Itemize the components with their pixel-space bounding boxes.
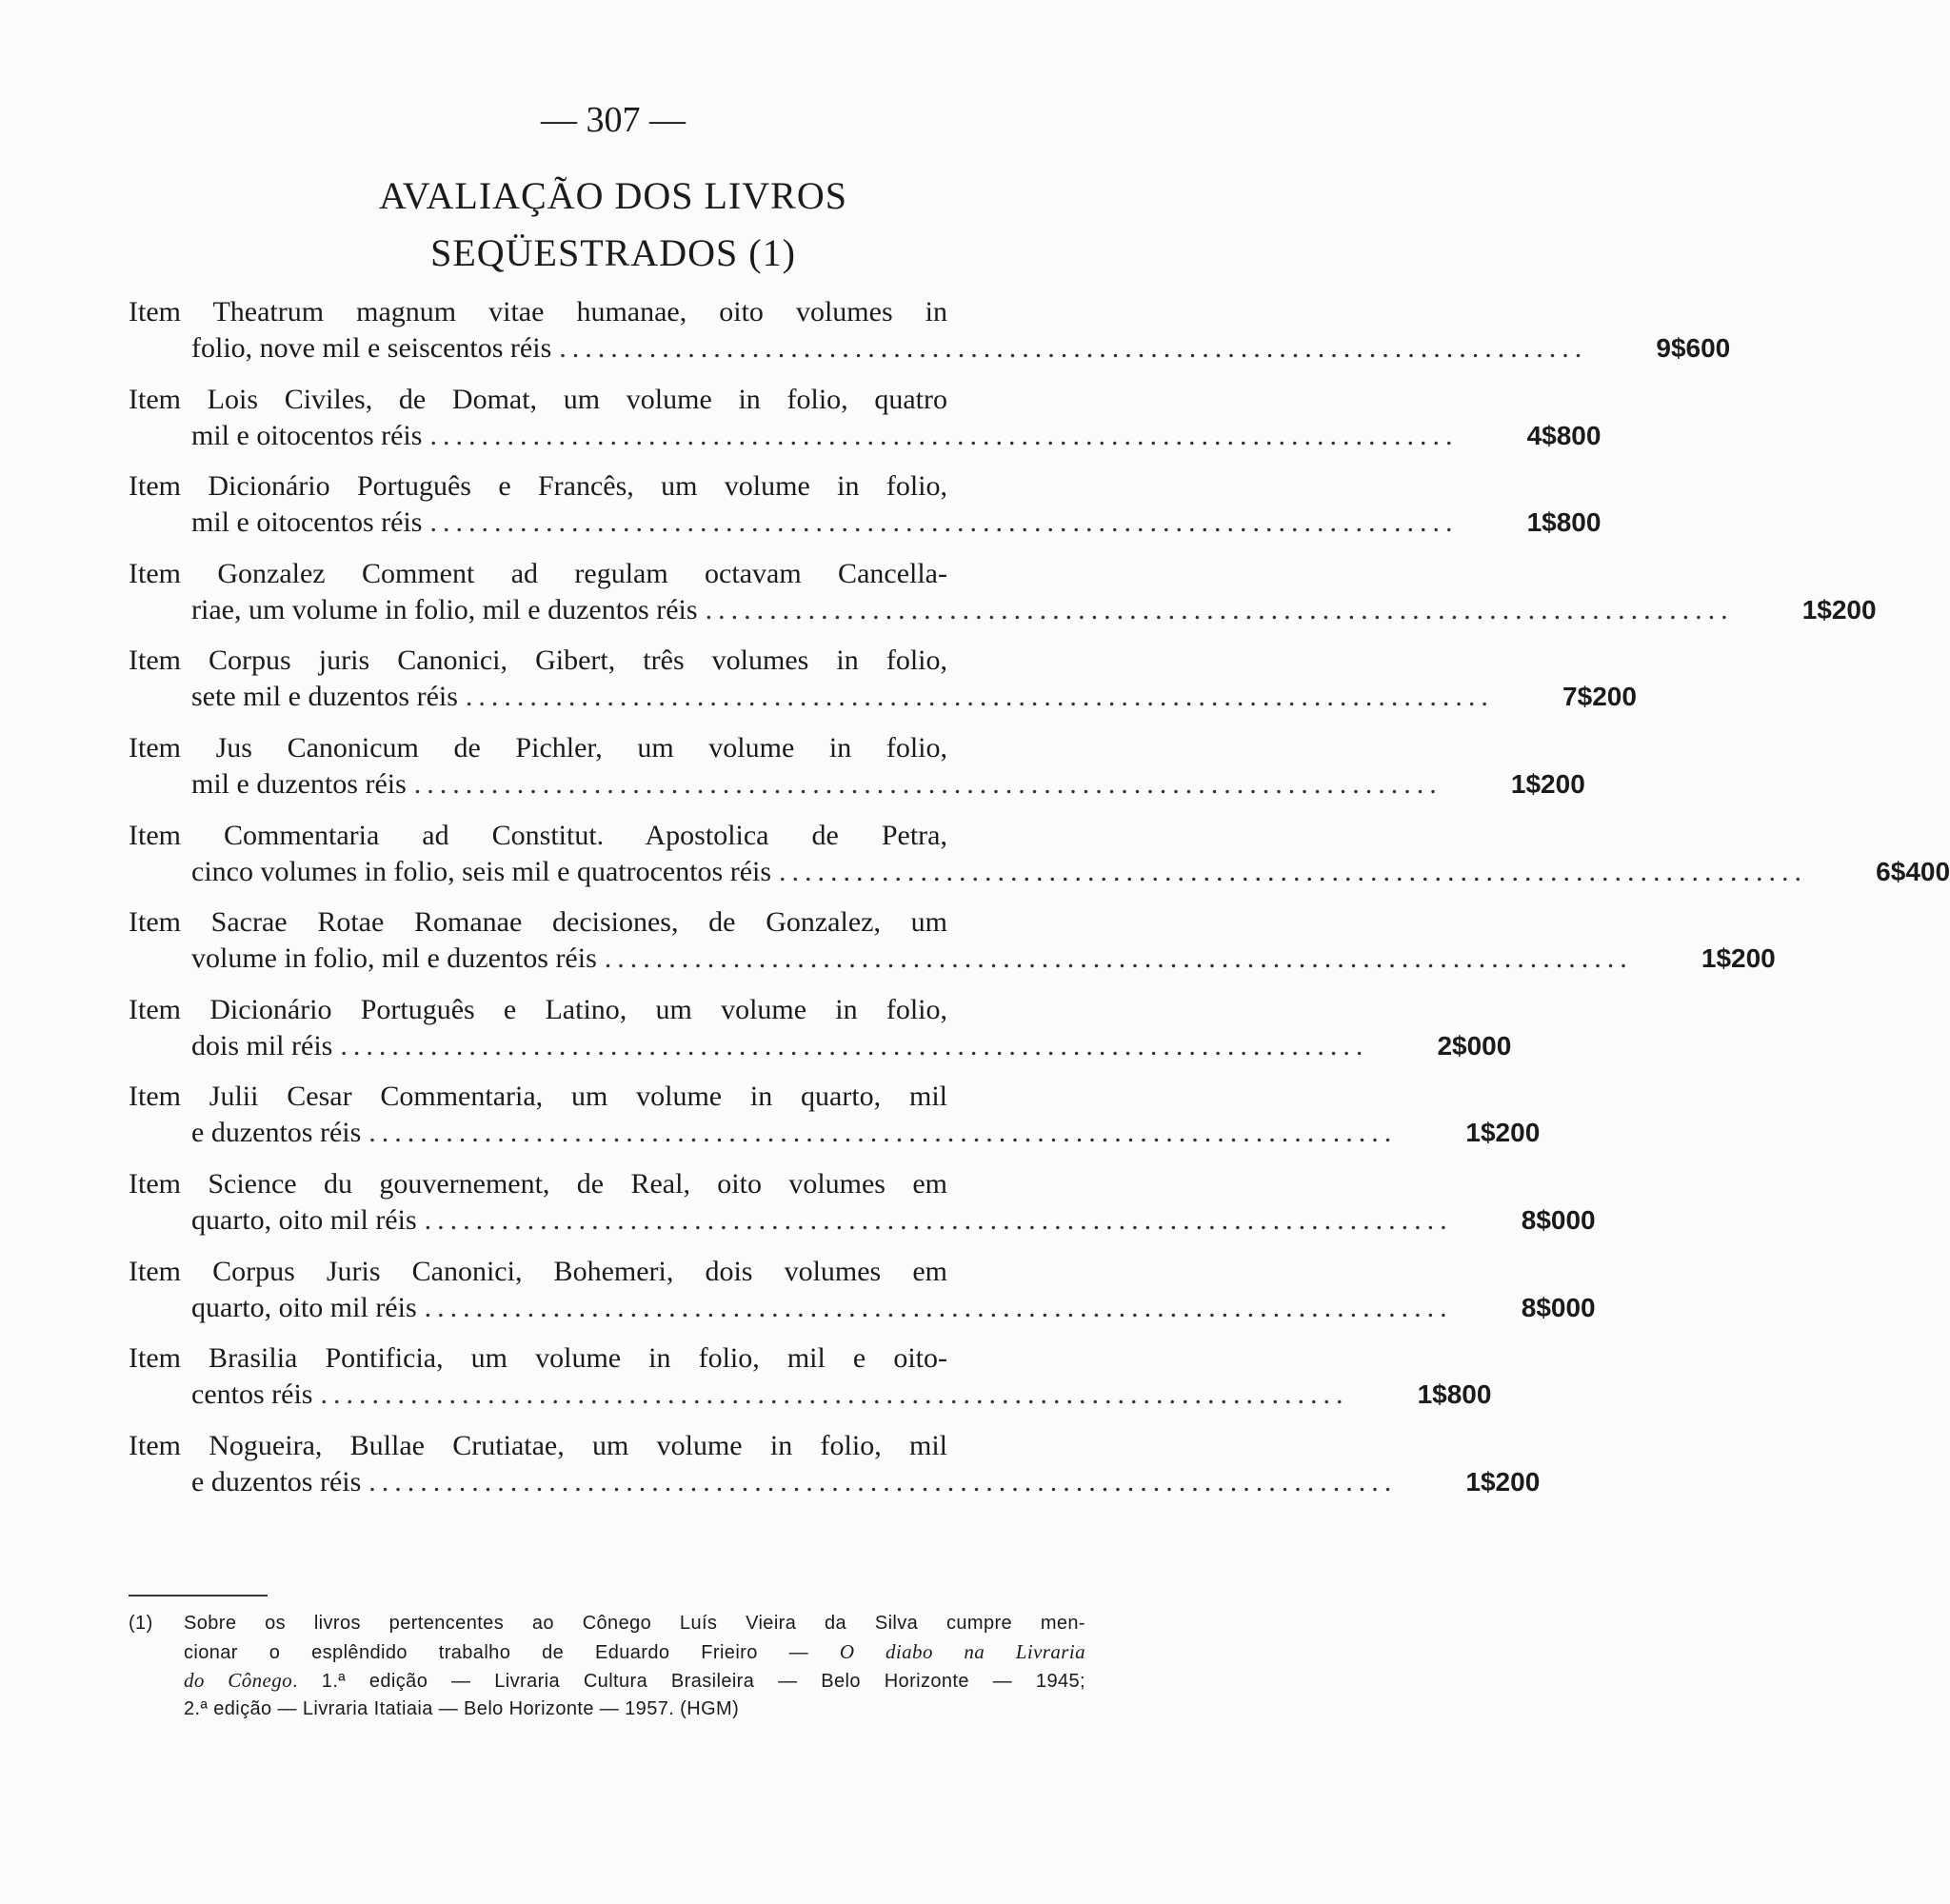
footnote-row-3 — [129, 1666, 1104, 1695]
dot-leader: ................................................................................ — [424, 1203, 1453, 1236]
item-price: 6$400 — [1876, 856, 1950, 886]
footnote-line-3b: . 1.ª edição — Livraria Cultura Brasileira — Belo Horizonte — 1945; — [292, 1671, 1085, 1692]
item-description-text: cinco volumes in folio, seis mil e quatrocentos réis — [191, 855, 772, 887]
list-item — [129, 295, 1731, 383]
item-description-line-1: Item Sacrae Rotae Romanae decisiones, de Gonzalez, um — [129, 906, 947, 939]
item-description-line-2 — [191, 1378, 1492, 1412]
dot-leader: ................................................................................ — [429, 419, 1459, 451]
item-price: 8$000 — [1521, 1292, 1596, 1322]
item-price: 4$800 — [1526, 420, 1602, 450]
item-price: 9$600 — [1656, 333, 1731, 363]
item-description-line-1: Item Commentaria ad Constitut. Apostolica de Petra, — [129, 819, 947, 851]
list-item — [129, 905, 1776, 993]
page-title — [0, 168, 1226, 282]
item-description-line-1: Item Julii Cesar Commentaria, um volume in quarto, mil — [129, 1081, 947, 1113]
item-description-line-1: Item Lois Civiles, de Domat, um volume in folio, quatro — [129, 383, 947, 415]
item-description-line-1: Item Brasilia Pontificia, um volume in folio, mil e oito- — [129, 1342, 947, 1375]
item-description-text: e duzentos réis — [191, 1465, 362, 1497]
item-price: 1$200 — [1465, 1466, 1541, 1497]
item-description-line-1: Item Dicionário Português e Francês, um volume in folio, — [129, 470, 947, 503]
item-description-line-1: Item Theatrum magnum vitae humanae, oito volumes in — [129, 296, 947, 327]
item-description-text: volume in folio, mil e duzentos réis — [191, 942, 597, 975]
footnote-book-title-cont: do Cônego — [184, 1669, 293, 1692]
item-price: 1$200 — [1465, 1118, 1541, 1148]
item-description-line-1: Item Nogueira, Bullae Crutiatae, um volume in folio, mil — [129, 1429, 947, 1461]
footnote-line-2a: cionar o esplêndido trabalho de Eduardo Frieiro — — [184, 1642, 840, 1663]
list-item — [129, 1080, 1541, 1167]
item-description-line-2 — [191, 419, 1602, 453]
dot-leader: ................................................................................ — [368, 1465, 1398, 1497]
item-price: 1$800 — [1417, 1379, 1492, 1410]
item-description-text: mil e oitocentos réis — [191, 506, 423, 539]
dot-leader: ................................................................................ — [424, 1291, 1453, 1323]
list-item — [129, 993, 1512, 1081]
list-item — [129, 383, 1602, 470]
list-item — [129, 731, 1585, 819]
list-item — [129, 1341, 1492, 1429]
page-number: — 307 — — [541, 100, 686, 140]
footnote-row-4 — [129, 1695, 1104, 1723]
dot-leader: ................................................................................ — [559, 332, 1588, 364]
footnote-line-1: Sobre os livros pertencentes ao Cônego Luís Vieira da Silva cumpre men- — [184, 1613, 1085, 1634]
item-description-text: riae, um volume in folio, mil e duzentos réis — [191, 593, 698, 625]
item-price: 1$200 — [1701, 943, 1776, 974]
item-description-line-2 — [191, 1203, 1596, 1238]
item-description-line-2 — [191, 855, 1950, 889]
dot-leader: ................................................................................ — [705, 593, 1734, 625]
list-item — [129, 819, 1950, 906]
item-description-line-1: Item Science du gouvernement, de Real, oito volumes em — [129, 1167, 947, 1200]
list-item — [129, 557, 1877, 645]
dot-leader: ................................................................................ — [340, 1029, 1369, 1061]
list-item — [129, 644, 1637, 731]
item-description-line-2 — [191, 506, 1602, 540]
dot-leader: ................................................................................ — [429, 506, 1459, 539]
item-description-text: mil e duzentos réis — [191, 767, 407, 800]
item-price: 1$200 — [1510, 768, 1585, 799]
item-description-line-2 — [191, 593, 1877, 627]
item-description-line-1: Item Gonzalez Comment ad regulam octavam Cancella- — [129, 557, 947, 589]
item-description-line-2 — [191, 1029, 1512, 1063]
footnote — [129, 1609, 1104, 1723]
list-item — [129, 1429, 1541, 1517]
title-line-1: AVALIAÇÃO DOS LIVROS — [379, 174, 847, 217]
dot-leader: ................................................................................ — [465, 681, 1494, 713]
item-price: 1$800 — [1526, 507, 1602, 538]
list-item — [129, 1255, 1596, 1342]
item-list — [129, 295, 1950, 1516]
dot-leader: ................................................................................ — [779, 855, 1808, 887]
item-description-text: quarto, oito mil réis — [191, 1291, 417, 1323]
list-item — [129, 1167, 1596, 1255]
item-description-text: centos réis — [191, 1378, 313, 1411]
dot-leader: ................................................................................ — [320, 1378, 1349, 1411]
item-description-line-2 — [191, 1116, 1541, 1150]
item-description-line-2 — [191, 331, 1731, 366]
item-description-line-1: Item Corpus juris Canonici, Gibert, três volumes in folio, — [129, 645, 947, 677]
dot-leader: ................................................................................ — [413, 767, 1443, 800]
item-description-line-2 — [191, 942, 1776, 976]
item-description-line-1: Item Corpus Juris Canonici, Bohemeri, dois volumes em — [129, 1255, 947, 1287]
dot-leader: ................................................................................ — [604, 942, 1633, 975]
item-description-line-2 — [191, 1465, 1541, 1499]
footnote-row-2 — [129, 1637, 1104, 1666]
item-price: 2$000 — [1437, 1030, 1512, 1061]
footnote-book-title: O diabo na Livraria — [839, 1640, 1085, 1663]
item-price: 1$200 — [1801, 594, 1877, 625]
item-description-text: quarto, oito mil réis — [191, 1203, 417, 1236]
item-description-line-1: Item Dicionário Português e Latino, um volume in folio, — [129, 993, 947, 1025]
dot-leader: ................................................................................ — [368, 1117, 1398, 1149]
footnote-marker: (1) — [129, 1613, 153, 1634]
item-description-text: e duzentos réis — [191, 1117, 362, 1149]
title-line-2: SEQÜESTRADOS (1) — [430, 231, 796, 274]
footnote-divider — [129, 1595, 268, 1597]
item-description-text: mil e oitocentos réis — [191, 419, 423, 451]
footnote-row-1 — [129, 1609, 1104, 1637]
item-description-line-2 — [191, 767, 1585, 802]
item-description-line-1: Item Jus Canonicum de Pichler, um volume in folio, — [129, 731, 947, 764]
item-description-text: folio, nove mil e seiscentos réis — [191, 332, 552, 364]
item-description-line-2 — [191, 680, 1637, 714]
item-price: 7$200 — [1562, 682, 1637, 712]
item-description-line-2 — [191, 1291, 1596, 1325]
item-description-text: sete mil e duzentos réis — [191, 681, 458, 713]
footnote-line-4: 2.ª edição — Livraria Itatiaia — Belo Horizonte — 1957. (HGM) — [184, 1698, 740, 1719]
item-price: 8$000 — [1521, 1204, 1596, 1235]
item-description-text: dois mil réis — [191, 1029, 333, 1061]
list-item — [129, 469, 1602, 557]
